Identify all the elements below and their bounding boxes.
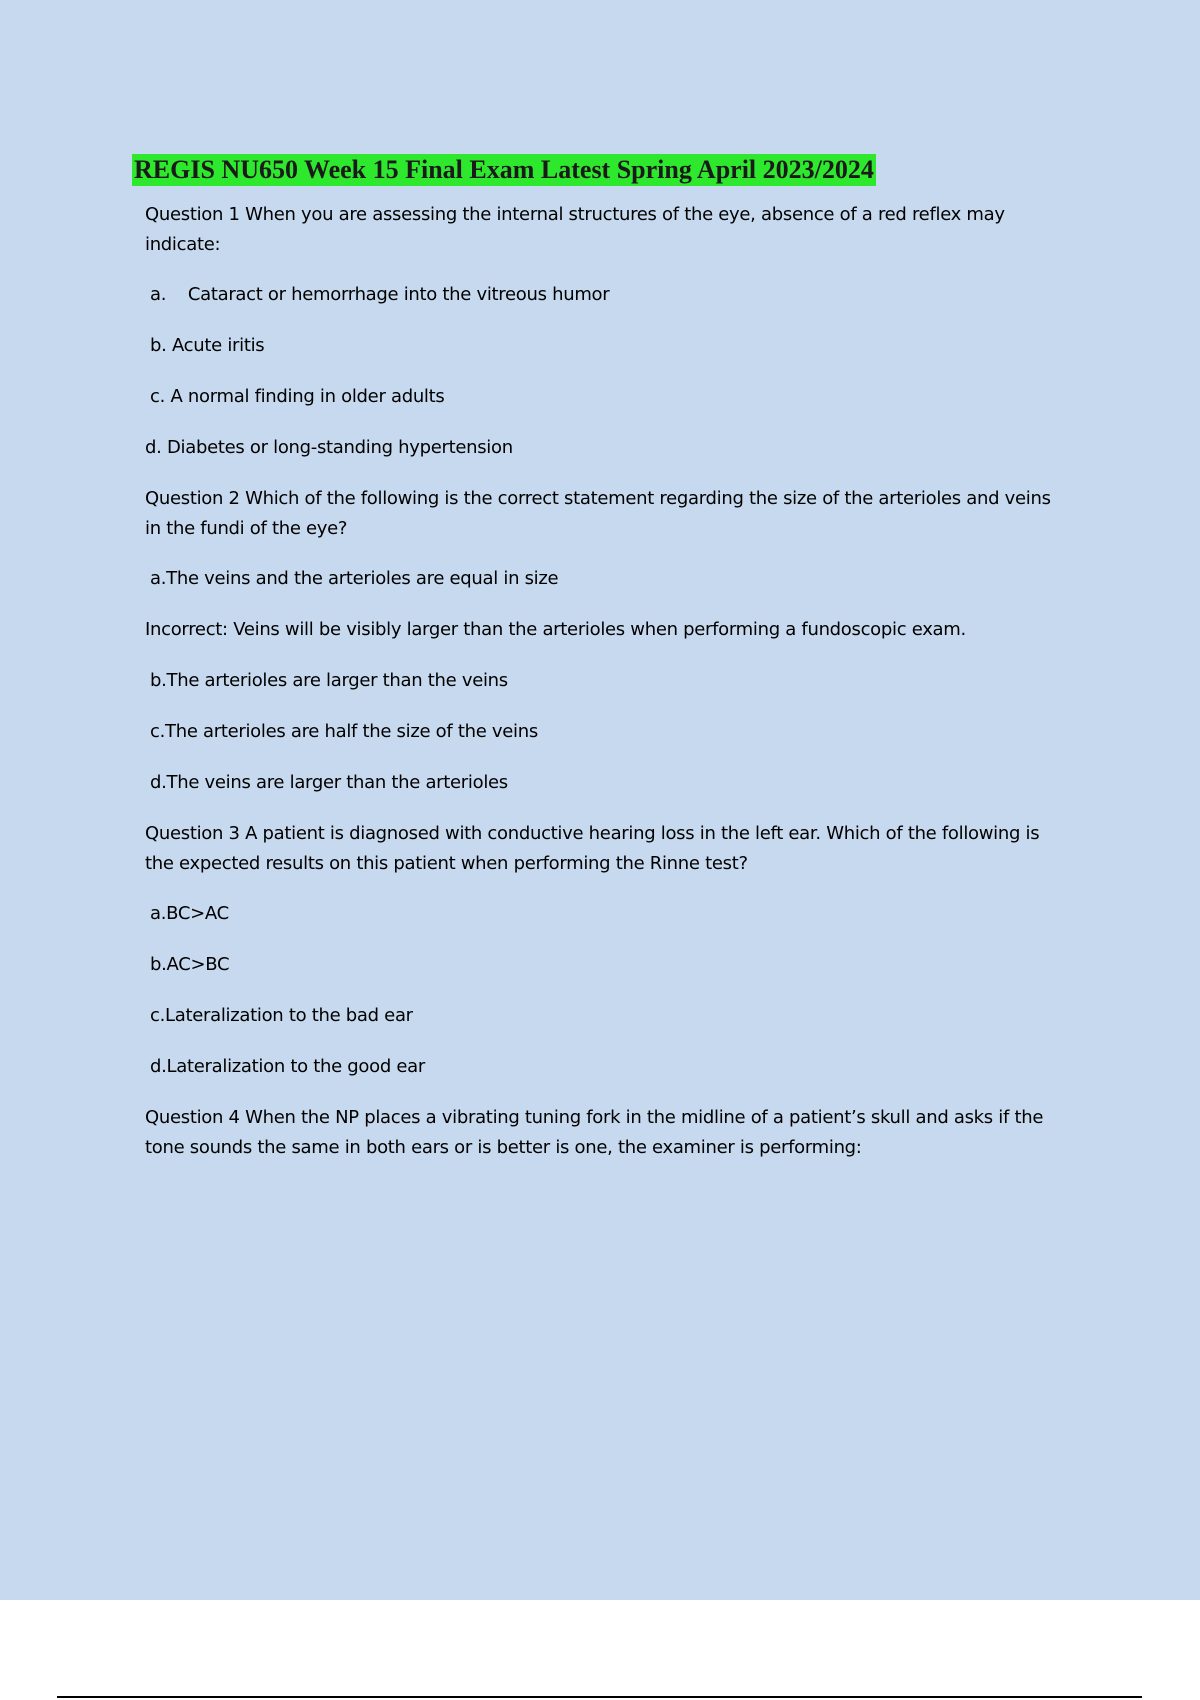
question-1-option-c: c. A normal finding in older adults — [150, 386, 445, 407]
question-2-option-d: d.The veins are larger than the arterioles — [150, 772, 508, 793]
document-title: REGIS NU650 Week 15 Final Exam Latest Spring April 2023/2024 — [134, 155, 874, 184]
question-4 — [145, 1103, 1090, 1163]
question-3-text-line-2: the expected results on this patient when performing the Rinne test? — [145, 853, 748, 874]
question-1-option-b: b. Acute iritis — [150, 335, 265, 356]
question-4-text-line-2: tone sounds the same in both ears or is better is one, the examiner is performing: — [145, 1137, 862, 1158]
question-2-feedback: Incorrect: Veins will be visibly larger than the arterioles when performing a fundoscopic exam. — [145, 619, 966, 640]
question-3-option-c: c.Lateralization to the bad ear — [150, 1005, 413, 1026]
question-2-option-c: c.The arterioles are half the size of the veins — [150, 721, 538, 742]
question-1-text-line-1: Question 1 When you are assessing the internal structures of the eye, absence of a red reflex may — [145, 204, 1005, 225]
question-1-option-a: a. Cataract or hemorrhage into the vitreous humor — [150, 284, 610, 305]
question-3-text-line-1: Question 3 A patient is diagnosed with conductive hearing loss in the left ear. Which of the following is — [145, 823, 1040, 844]
question-1-text-line-2: indicate: — [145, 234, 221, 255]
question-2-option-a: a.The veins and the arterioles are equal in size — [150, 568, 559, 589]
question-3-option-a: a.BC>AC — [150, 903, 229, 924]
exam-content — [145, 200, 1090, 1163]
question-3-option-d: d.Lateralization to the good ear — [150, 1056, 426, 1077]
question-4-text-line-1: Question 4 When the NP places a vibrating tuning fork in the midline of a patient’s skull and asks if the — [145, 1107, 1044, 1128]
question-2-text-line-2: in the fundi of the eye? — [145, 518, 348, 539]
question-3-option-b: b.AC>BC — [150, 954, 230, 975]
question-1 — [145, 200, 1090, 463]
question-2-text-line-1: Question 2 Which of the following is the correct statement regarding the size of the arterioles and veins — [145, 488, 1051, 509]
question-2-option-b: b.The arterioles are larger than the veins — [150, 670, 508, 691]
question-2 — [145, 484, 1090, 798]
footer-divider — [57, 1696, 1142, 1698]
question-1-option-d: d. Diabetes or long-standing hypertension — [145, 437, 513, 458]
question-3 — [145, 819, 1090, 1082]
